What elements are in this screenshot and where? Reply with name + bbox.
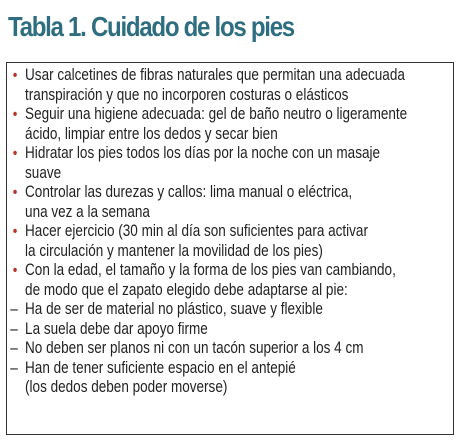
list-item-text: Hidratar los pies todos los días por la noche con un masaje bbox=[25, 144, 381, 162]
list-item-text: ácido, limpiar entre los dedos y secar bien bbox=[25, 124, 278, 143]
list-item-text: No deben ser planos ni con un tacón superior a los 4 cm bbox=[25, 339, 364, 357]
care-list-box bbox=[6, 62, 454, 435]
list-item-text: Controlar las durezas y callos: lima manual o eléctrica, bbox=[25, 183, 353, 201]
list-item-higiene bbox=[7, 105, 433, 144]
list-item-text: una vez a la semana bbox=[25, 202, 150, 221]
list-item-text: Han de tener suficiente espacio en el antepié bbox=[25, 358, 296, 377]
sub-item-tacon bbox=[7, 339, 433, 359]
list-item-text: Seguir una higiene adecuada: gel de baño neutro o ligeramente bbox=[25, 105, 408, 123]
list-item-text: de modo que el zapato elegido debe adaptarse al pie: bbox=[25, 280, 348, 299]
list-item-text: Ha de ser de material no plástico, suave y flexible bbox=[25, 300, 323, 318]
list-item-text: Con la edad, el tamaño y la forma de los pies van cambiando, bbox=[25, 261, 396, 279]
dash-marker: – bbox=[10, 319, 18, 338]
list-item-text: la circulación y mantener la movilidad de los pies) bbox=[25, 241, 323, 260]
bullet-marker: • bbox=[12, 67, 18, 84]
bullet-marker: • bbox=[12, 106, 18, 123]
dash-marker: – bbox=[10, 300, 18, 318]
list-item-text: suave bbox=[25, 163, 62, 182]
list-item-text: La suela debe dar apoyo firme bbox=[25, 319, 208, 338]
list-item-text: Usar calcetines de fibras naturales que permitan una adecuada bbox=[25, 66, 405, 84]
bullet-marker: • bbox=[12, 184, 18, 201]
bullet-marker: • bbox=[12, 145, 18, 162]
sub-item-antepie bbox=[7, 359, 433, 398]
bullet-marker: • bbox=[12, 262, 18, 279]
list-item-calcetines bbox=[7, 66, 433, 105]
dash-marker: – bbox=[10, 358, 18, 377]
sub-item-material bbox=[7, 300, 433, 320]
list-item-durezas bbox=[7, 183, 433, 222]
list-item-text: (los dedos deben poder moverse) bbox=[25, 378, 228, 396]
table-title: Tabla 1. Cuidado de los pies bbox=[8, 11, 294, 42]
list-item-ejercicio bbox=[7, 222, 433, 261]
sub-item-suela bbox=[7, 320, 433, 340]
bullet-marker: • bbox=[12, 223, 18, 240]
care-list bbox=[7, 66, 433, 398]
dash-marker: – bbox=[10, 339, 18, 357]
list-item-hidratar bbox=[7, 144, 433, 183]
list-item-text: Hacer ejercicio (30 min al día son suficientes para activar bbox=[25, 222, 368, 240]
list-item-text: transpiración y que no incorporen costuras o elásticos bbox=[25, 85, 349, 104]
list-item-zapato bbox=[7, 261, 433, 300]
